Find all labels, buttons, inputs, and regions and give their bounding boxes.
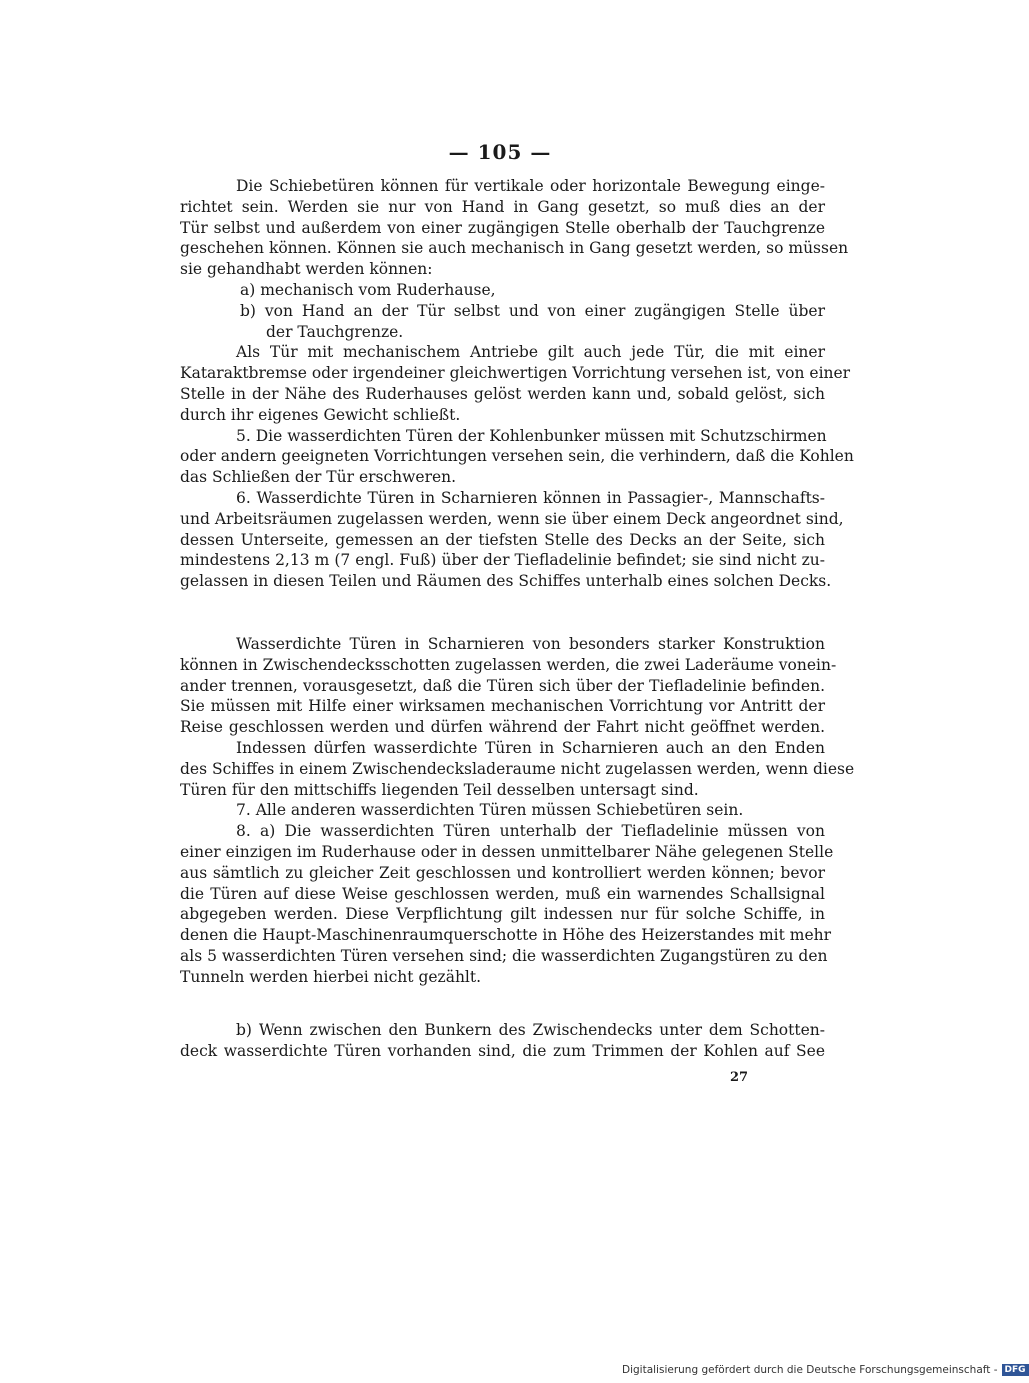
list-item: a) mechanisch vom Ruderhause, [240, 280, 496, 299]
text-line: ander trennen, vorausgesetzt, daß die Türen sich über der Tiefladelinie befinden. [180, 676, 825, 695]
text-line: als 5 wasserdichten Türen versehen sind; die wasserdichten Zugangstüren zu den [180, 946, 828, 965]
text-block-hinged-doors [180, 634, 855, 988]
text-line: gelassen in diesen Teilen und Räumen des Schiffes unterhalb eines solchen Decks. [180, 572, 832, 591]
text-line: sie gehandhabt werden können: [180, 260, 433, 279]
text-line: Türen für den mittschiffs liegenden Teil desselben untersagt sind. [180, 780, 699, 799]
section-7-line: 7. Alle anderen wasserdichten Türen müssen Schiebetüren sein. [236, 801, 744, 820]
text-line: abgegeben werden. Diese Verpflichtung gilt indessen nur für solche Schiffe, in [180, 905, 825, 924]
text-line: b) Wenn zwischen den Bunkern des Zwischendecks unter dem Schotten- [236, 1021, 825, 1039]
text-line: Als Tür mit mechanischem Antriebe gilt auch jede Tür, die mit einer [236, 343, 825, 362]
footer-credit [622, 1364, 1029, 1376]
text-line: Wasserdichte Türen in Scharnieren von besonders starker Konstruktion [236, 635, 825, 653]
section-8-line: 8. a) Die wasserdichten Türen unterhalb der Tiefladelinie müssen von [236, 822, 825, 841]
text-line: richtet sein. Werden sie nur von Hand in Gang gesetzt, so muß dies an der [180, 197, 825, 216]
text-line: deck wasserdichte Türen vorhanden sind, die zum Trimmen der Kohlen auf See [180, 1041, 825, 1060]
text-line: das Schließen der Tür erschweren. [180, 468, 457, 487]
footer-credit-text: Digitalisierung gefördert durch die Deutsche Forschungsgemeinschaft - [622, 1364, 998, 1376]
text-line: einer einzigen im Ruderhause oder in dessen unmittelbarer Nähe gelegenen Stelle [180, 842, 834, 861]
text-line: Tunneln werden hierbei nicht gezählt. [180, 967, 482, 986]
text-line: des Schiffes in einem Zwischendecksladeraume nicht zugelassen werden, wenn diese [180, 759, 855, 778]
text-line: die Türen auf diese Weise geschlossen werden, muß ein warnendes Schallsignal [180, 884, 825, 903]
text-line: denen die Haupt-Maschinenraumquerschotte in Höhe des Heizerstandes mit mehr [180, 926, 832, 945]
text-line: dessen Unterseite, gemessen an der tiefsten Stelle des Decks an der Seite, sich [180, 530, 825, 549]
text-line: oder andern geeigneten Vorrichtungen versehen sein, die verhindern, daß die Kohlen [180, 447, 854, 466]
dfg-logo: DFG [1002, 1364, 1029, 1376]
text-line: mindestens 2,13 m (7 engl. Fuß) über der Tiefladelinie befindet; sie sind nicht zu- [180, 551, 825, 570]
text-line: geschehen können. Können sie auch mechanisch in Gang gesetzt werden, so müssen [180, 239, 849, 258]
text-line: aus sämtlich zu gleicher Zeit geschlossen und kontrolliert werden können; bevor [180, 863, 825, 882]
page-number: — 105 — [448, 140, 552, 164]
section-6-line: 6. Wasserdichte Türen in Scharnieren können in Passagier-, Mannschafts- [236, 488, 825, 507]
text-line: Stelle in der Nähe des Ruderhauses gelöst werden kann und, sobald gelöst, sich [180, 384, 825, 403]
text-line: und Arbeitsräumen zugelassen werden, wenn sie über einem Deck angeordnet sind, [180, 509, 844, 528]
text-block-bunkers [180, 1020, 825, 1062]
text-line: Reise geschlossen werden und dürfen während der Fahrt nicht geöffnet werden. [180, 718, 825, 737]
text-line: Indessen dürfen wasserdichte Türen in Scharnieren auch an den Enden [236, 738, 825, 757]
text-line: Kataraktbremse oder irgendeiner gleichwertigen Vorrichtung versehen ist, von einer [180, 364, 851, 383]
text-line: durch ihr eigenes Gewicht schließt. [180, 405, 461, 424]
text-line: Die Schiebetüren können für vertikale oder horizontale Bewegung einge- [236, 177, 825, 195]
section-5-line: 5. Die wasserdichten Türen der Kohlenbunker müssen mit Schutzschirmen [236, 426, 827, 445]
list-item-continuation: der Tauchgrenze. [266, 322, 404, 341]
text-line: können in Zwischendecksschotten zugelassen werden, die zwei Laderäume vonein- [180, 655, 837, 674]
list-item: b) von Hand an der Tür selbst und von einer zugängigen Stelle über [240, 301, 825, 320]
signature-mark: 27 [730, 1070, 749, 1085]
text-block-doors [180, 176, 854, 592]
text-line: Tür selbst und außerdem von einer zugängigen Stelle oberhalb der Tauchgrenze [180, 218, 825, 237]
text-line: Sie müssen mit Hilfe einer wirksamen mechanischen Vorrichtung vor Antritt der [180, 697, 825, 716]
